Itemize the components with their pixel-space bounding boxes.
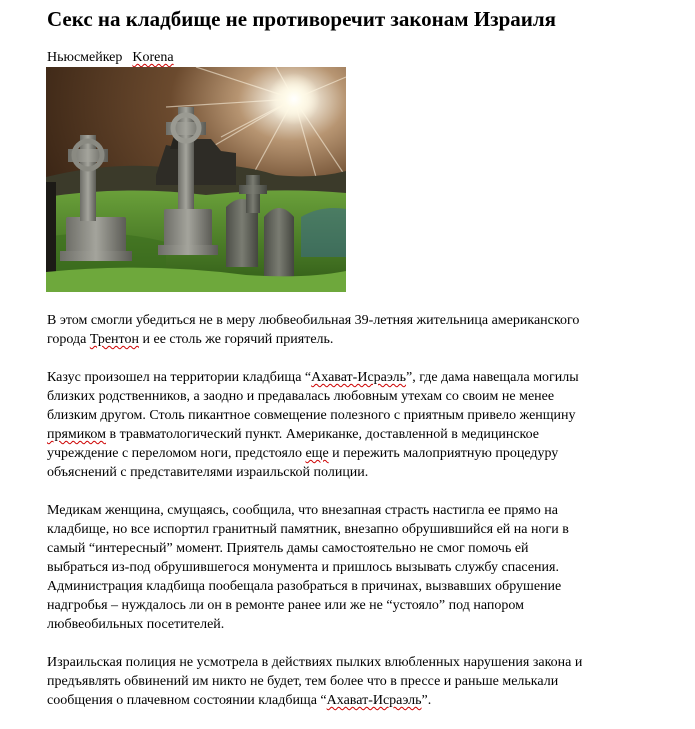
- text-segment: предъявлять обвинений им никто не будет, тем более что в прессе и раньше мелькали: [47, 674, 559, 689]
- paragraph-line: [47, 425, 677, 444]
- text-segment: Казус произошел на территории кладбища “: [47, 370, 312, 385]
- text-segment: любвеобильных посетителей.: [47, 617, 225, 632]
- paragraph: [47, 501, 677, 634]
- text-segment: Администрация кладбища пообещала разобраться в причинах, вызвавших обрушение: [47, 579, 562, 594]
- text-segment: близких родственников, а заодно и предавалась любовным утехам со своим не менее: [47, 389, 555, 404]
- paragraph-line: [47, 311, 677, 330]
- byline: [47, 49, 174, 66]
- spellcheck-word: еще: [305, 446, 329, 461]
- text-segment: Медикам женщина, смущаясь, сообщила, что внезапная страсть настигла ее прямо на: [47, 503, 558, 518]
- byline-role: Ньюсмейкер: [47, 50, 123, 65]
- text-segment: ”.: [421, 693, 432, 708]
- spellcheck-word: Ахават-Исраэль: [311, 370, 407, 385]
- text-segment: близким другом. Столь пикантное совмещение полезного с приятным привело женщину: [47, 408, 576, 423]
- cemetery-photo: [46, 67, 346, 292]
- text-segment: города: [47, 332, 90, 347]
- paragraph-line: [47, 406, 677, 425]
- paragraph-line: [47, 463, 677, 482]
- paragraph-line: [47, 577, 677, 596]
- byline-author: Korena: [132, 50, 174, 65]
- spellcheck-word: Трентон: [89, 332, 139, 347]
- paragraph-line: [47, 691, 677, 710]
- paragraph-line: [47, 520, 677, 539]
- text-segment: В этом смогли убедиться не в меру любвеобильная 39-летняя жительница американского: [47, 313, 580, 328]
- paragraph-line: [47, 596, 677, 615]
- text-segment: Израильская полиция не усмотрела в действиях пылких влюбленных нарушения закона и: [47, 655, 583, 670]
- paragraph-line: [47, 444, 677, 463]
- text-segment: сообщения о плачевном состоянии кладбища “: [47, 693, 327, 708]
- spellcheck-word: Ахават-Исраэль: [326, 693, 422, 708]
- paragraph: [47, 311, 677, 349]
- paragraph: [47, 653, 677, 710]
- paragraph-line: [47, 330, 677, 349]
- text-segment: и пережить малоприятную процедуру: [328, 446, 559, 461]
- paragraph-line: [47, 387, 677, 406]
- paragraph: [47, 368, 677, 482]
- text-segment: в травматологический пункт. Американке, доставленной в медицинское: [105, 427, 540, 442]
- text-segment: надгробья – нуждалось ли он в ремонте ранее или же не “устояло” под напором: [47, 598, 524, 613]
- article-title: Секс на кладбище не противоречит законам Израиля: [47, 7, 557, 31]
- text-segment: объяснений с представителями израильской полиции.: [47, 465, 369, 480]
- paragraph-line: [47, 501, 677, 520]
- paragraph-line: [47, 558, 677, 577]
- spellcheck-word: прямиком: [47, 427, 106, 442]
- article-body: [47, 311, 677, 729]
- text-segment: выбраться из-под обрушившегося монумента и пришлось вызывать службу спасения.: [47, 560, 559, 575]
- text-segment: самый “интересный” момент. Приятель дамы самостоятельно не смог помочь ей: [47, 541, 529, 556]
- paragraph-line: [47, 653, 677, 672]
- text-segment: ”, где дама навещала могилы: [406, 370, 579, 385]
- text-segment: кладбище, но все испортил гранитный памятник, внезапно обрушившийся ей на ноги в: [47, 522, 569, 537]
- text-segment: и ее столь же горячий приятель.: [138, 332, 334, 347]
- paragraph-line: [47, 615, 677, 634]
- paragraph-line: [47, 539, 677, 558]
- text-segment: учреждение с переломом ноги, предстояло: [47, 446, 306, 461]
- paragraph-line: [47, 368, 677, 387]
- paragraph-line: [47, 672, 677, 691]
